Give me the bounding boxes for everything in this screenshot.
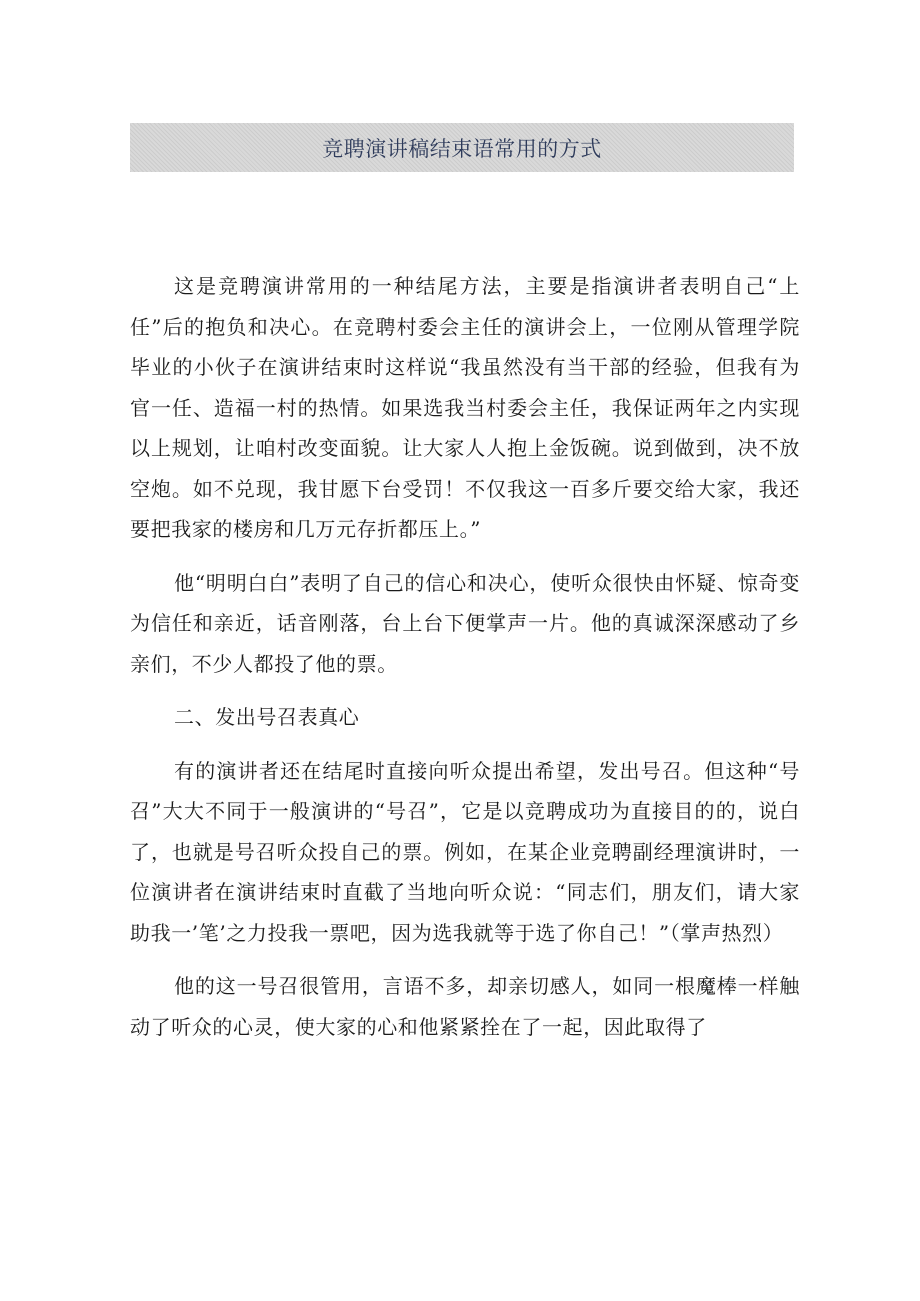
title-banner: [130, 123, 794, 172]
document-body: [130, 266, 800, 1060]
paragraph: 他的这一号召很管用，言语不多，却亲切感人，如同一根魔棒一样触动了听众的心灵，使大家的心和他紧紧拴在了一起，因此取得了: [130, 974, 800, 1039]
paragraph: 有的演讲者还在结尾时直接向听众提出希望，发出号召。但这种“号召”大大不同于一般演讲的“号召”，它是以竞聘成功为直接目的的，说白了，也就是号召听众投自己的票。例如，在某企业竞聘副经理演讲时，一位演讲者在演讲结束时直截了当地向听众说：“同志们，朋友们，请大家助我一’笔’之力投我一票吧，因为选我就等于选了你自己！”（掌声热烈）: [130, 758, 800, 945]
paragraph: 这是竞聘演讲常用的一种结尾方法，主要是指演讲者表明自己“上任”后的抱负和决心。在竞聘村委会主任的演讲会上，一位刚从管理学院毕业的小伙子在演讲结束时这样说“我虽然没有当干部的经验，但我有为官一任、造福一村的热情。如果选我当村委会主任，我保证两年之内实现以上规划，让咱村改变面貌。让大家人人抱上金饭碗。说到做到，决不放空炮。如不兑现，我甘愿下台受罚！不仅我这一百多斤要交给大家，我还要把我家的楼房和几万元存折都压上。”: [130, 274, 800, 541]
paragraph: 他“明明白白”表明了自己的信心和决心，使听众很快由怀疑、惊奇变为信任和亲近，话音刚落，台上台下便掌声一片。他的真诚深深感动了乡亲们，不少人都投了他的票。: [130, 570, 800, 676]
document-title: 竞聘演讲稿结束语常用的方式: [322, 136, 602, 161]
section-heading: 二、发出号召表真心: [174, 705, 360, 729]
